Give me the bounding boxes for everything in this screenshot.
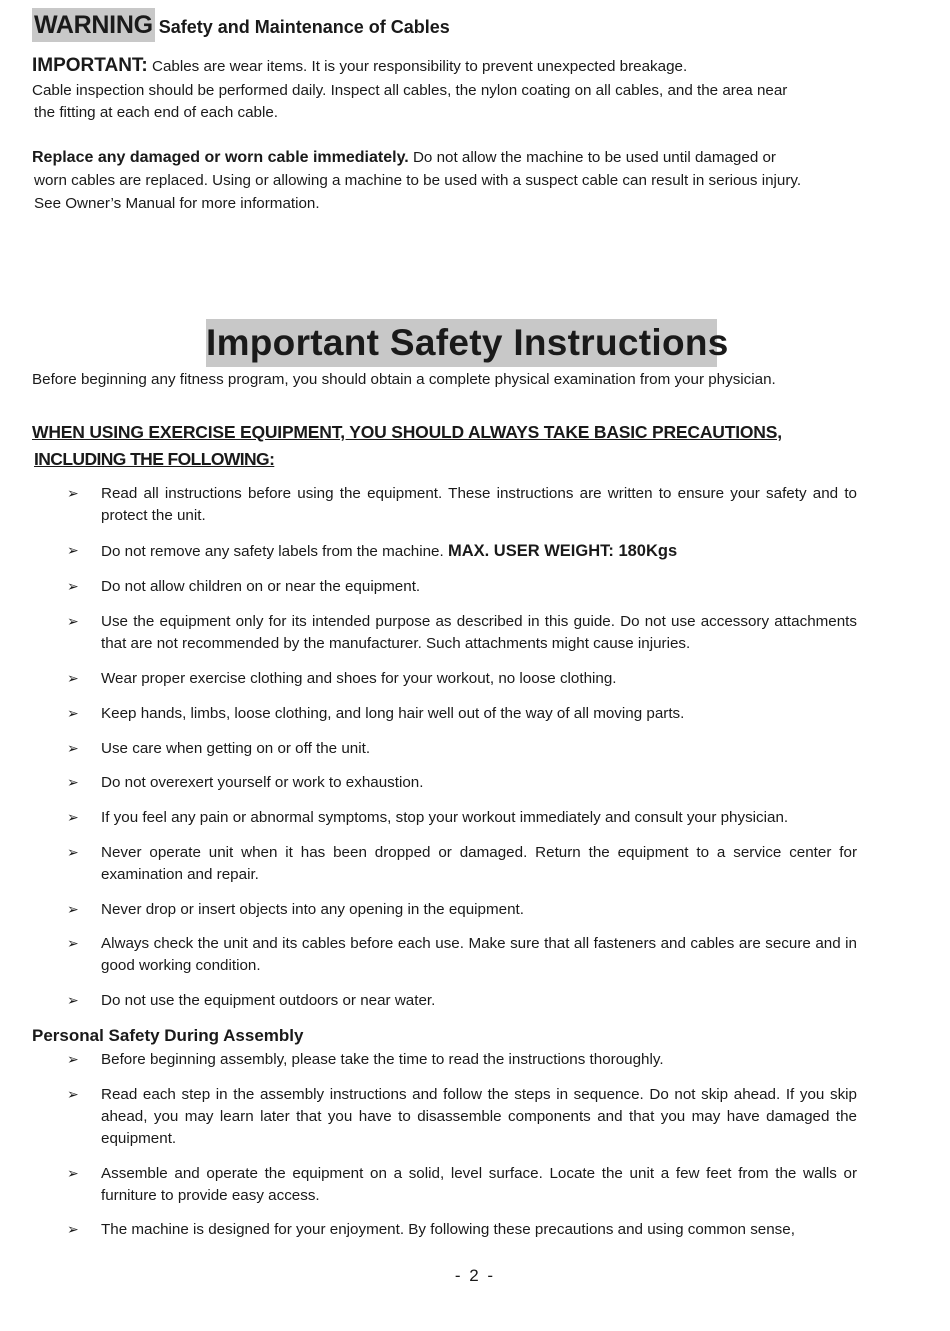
list-item-text: Assemble and operate the equipment on a solid, level surface. Locate the unit a few feet from the walls or furniture to provide easy access. — [101, 1165, 857, 1204]
arrow-bullet-icon: ➢ — [67, 1087, 79, 1103]
list-item-text: Keep hands, limbs, loose clothing, and long hair well out of the way of all moving parts. — [101, 705, 685, 722]
list-item-text: If you feel any pain or abnormal symptoms, stop your workout immediately and consult your physician. — [101, 809, 789, 826]
arrow-bullet-icon: ➢ — [67, 614, 79, 630]
list-item-text: Do not use the equipment outdoors or near water. — [101, 992, 436, 1009]
list-item-text-part: Do not remove any safety labels from the machine. — [101, 543, 448, 560]
arrow-bullet-icon: ➢ — [67, 1222, 79, 1238]
arrow-bullet-icon: ➢ — [67, 810, 79, 826]
list-item-text: Use care when getting on or off the unit. — [101, 740, 371, 757]
list-item-text — [101, 540, 857, 563]
owners-manual-line: See Owner’s Manual for more information. — [34, 195, 320, 212]
arrow-bullet-icon: ➢ — [67, 993, 79, 1009]
replace-line — [32, 147, 776, 170]
page-number: - 2 - — [454, 1266, 496, 1285]
safety-title: Important Safety Instructions — [206, 319, 717, 367]
list-item-text: Use the equipment only for its intended purpose as described in this guide. Do not use accessory attachments that are not recommended by the manufacturer. Such attachments might cause injuries. — [101, 613, 857, 652]
arrow-bullet-icon: ➢ — [67, 845, 79, 861]
arrow-bullet-icon: ➢ — [67, 902, 79, 918]
list-item-text: Always check the unit and its cables before each use. Make sure that all fasteners and cables are secure and in good working condition. — [101, 935, 857, 974]
warning-label: WARNING — [32, 8, 155, 42]
arrow-bullet-icon: ➢ — [67, 486, 79, 502]
list-item-text: Do not overexert yourself or work to exhaustion. — [101, 774, 424, 791]
replace-rest-text: Do not allow the machine to be used until damaged or — [408, 149, 776, 166]
list-item-text: Never drop or insert objects into any opening in the equipment. — [101, 901, 524, 918]
arrow-bullet-icon: ➢ — [67, 741, 79, 757]
important-text: Cables are wear items. It is your responsibility to prevent unexpected breakage. — [147, 58, 688, 75]
arrow-bullet-icon: ➢ — [67, 936, 79, 952]
arrow-bullet-icon: ➢ — [67, 543, 79, 559]
arrow-bullet-icon: ➢ — [67, 775, 79, 791]
list-item-text: Do not allow children on or near the equipment. — [101, 578, 421, 595]
important-label: IMPORTANT: — [32, 55, 148, 76]
cable-inspection-line: Cable inspection should be performed daily. Inspect all cables, the nylon coating on all cables, and the area near — [32, 82, 788, 99]
worn-cables-line: worn cables are replaced. Using or allowing a machine to be used with a suspect cable can result in serious injury. — [34, 172, 802, 189]
arrow-bullet-icon: ➢ — [67, 579, 79, 595]
safety-intro: Before beginning any fitness program, you should obtain a complete physical examination from your physician. — [32, 371, 776, 388]
precautions-heading-line1: WHEN USING EXERCISE EQUIPMENT, YOU SHOULD ALWAYS TAKE BASIC PRECAUTIONS, — [32, 422, 782, 442]
list-item-text: Wear proper exercise clothing and shoes for your workout, no loose clothing. — [101, 670, 617, 687]
replace-bold-text: Replace any damaged or worn cable immediately. — [32, 149, 409, 166]
cable-fitting-line: the fitting at each end of each cable. — [34, 104, 279, 121]
list-item-text: Never operate unit when it has been dropped or damaged. Return the equipment to a service center for examination and repair. — [101, 844, 857, 883]
arrow-bullet-icon: ➢ — [67, 671, 79, 687]
arrow-bullet-icon: ➢ — [67, 706, 79, 722]
list-item-text: Before beginning assembly, please take the time to read the instructions thoroughly. — [101, 1051, 664, 1068]
list-item-text: Read each step in the assembly instructions and follow the steps in sequence. Do not skip ahead. If you skip ahead, you may learn later that you have to disassemble components and that you may have damaged the equipment. — [101, 1086, 857, 1147]
warning-subtitle: Safety and Maintenance of Cables — [158, 17, 450, 37]
list-item-text: The machine is designed for your enjoyment. By following these precautions and using common sense, — [101, 1221, 795, 1238]
warning-heading — [32, 8, 450, 42]
precautions-heading-line2: INCLUDING THE FOLLOWING: — [34, 449, 275, 469]
arrow-bullet-icon: ➢ — [67, 1166, 79, 1182]
arrow-bullet-icon: ➢ — [67, 1052, 79, 1068]
list-item-text: Read all instructions before using the equipment. These instructions are written to ensure your safety and to protect the unit. — [101, 485, 857, 524]
important-line — [32, 55, 687, 79]
max-user-weight: MAX. USER WEIGHT: 180Kgs — [447, 542, 678, 560]
assembly-heading: Personal Safety During Assembly — [32, 1026, 304, 1045]
